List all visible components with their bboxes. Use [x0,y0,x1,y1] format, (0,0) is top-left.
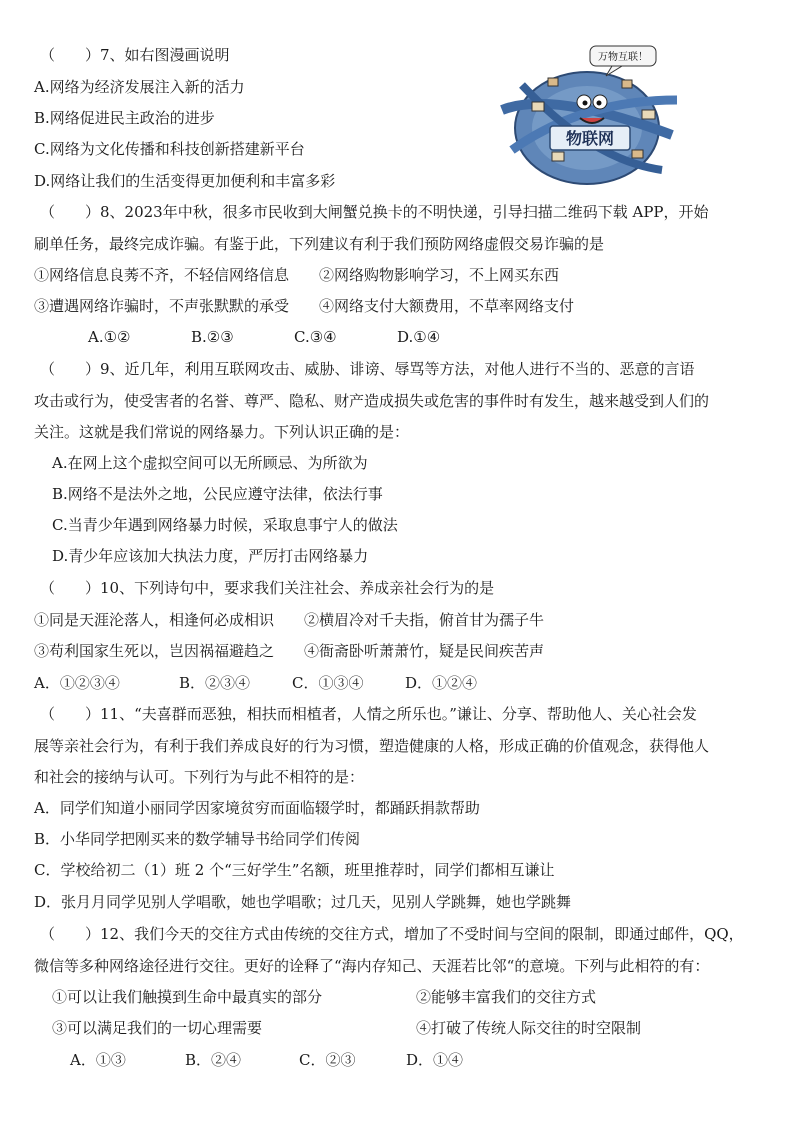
internet-of-things-cartoon [492,40,692,188]
question-12-item-3: ③可以满足我们的一切心理需要 [52,1019,263,1037]
question-12-stem-line-1: （ ）12、我们今天的交往方式由传统的交往方式，增加了不受时间与空间的限制，即通过邮件，QQ， [40,925,744,943]
question-11-option-d: D．张月月同学见别人学唱歌，她也学唱歌；过几天，见别人学跳舞，她也学跳舞 [34,893,572,911]
question-8-items-line-1: ①网络信息良莠不齐，不轻信网络信息 ②网络购物影响学习，不上网买东西 [34,266,560,284]
question-9-stem-line-2: 攻击或行为，使受害者的名誉、尊严、隐私、财产造成损失或危害的事件时有发生，越来越受到人们的 [34,392,710,410]
cartoon-bubble-text: 万物互联！ [598,52,648,63]
question-7-option-d: D.网络让我们的生活变得更加便利和丰富多彩 [34,172,336,190]
cartoon-illustration [492,40,692,188]
question-9-option-c: C.当青少年遇到网络暴力时候，采取息事宁人的做法 [52,516,398,534]
question-11-stem-line-2: 展等亲社会行为，有利于我们养成良好的行为习惯，塑造健康的人格，形成正确的价值观念，获得他人 [34,737,710,755]
question-12-item-2: ②能够丰富我们的交往方式 [416,988,597,1006]
question-9-option-a: A.在网上这个虚拟空间可以无所顾忌、为所欲为 [52,454,368,472]
question-12-item-1: ①可以让我们触摸到生命中最真实的部分 [52,988,323,1006]
question-12-choice-d: D．①④ [406,1051,464,1069]
question-12-choice-a: A．①③ [70,1051,126,1069]
question-7-option-b: B.网络促进民主政治的进步 [34,109,215,127]
question-10-items-line-2: ③苟利国家生死以，岂因祸福避趋之 ④衙斋卧听萧萧竹，疑是民间疾苦声 [34,642,545,660]
question-12-choice-c: C．②③ [299,1051,356,1069]
question-7-option-a: A.网络为经济发展注入新的活力 [34,78,245,96]
question-8-choice-d: D.①④ [397,328,441,346]
question-10-items-line-1: ①同是天涯沦落人，相逢何必成相识 ②横眉冷对千夫指，俯首甘为孺子牛 [34,611,545,629]
question-10-stem: （ ）10、下列诗句中，要求我们关注社会、养成亲社会行为的是 [40,579,495,597]
question-9-option-d: D.青少年应该加大执法力度，严厉打击网络暴力 [52,547,369,565]
question-7-option-c: C.网络为文化传播和科技创新搭建新平台 [34,140,305,158]
cartoon-banner-text: 物联网 [565,129,615,148]
question-12-item-4: ④打破了传统人际交往的时空限制 [416,1019,642,1037]
question-8-choices [88,326,440,348]
question-9-stem-line-1: （ ）9、近几年，利用互联网攻击、威胁、诽谤、辱骂等方法，对他人进行不当的、恶意的言语 [40,360,695,378]
question-12-stem-line-2: 微信等多种网络途径进行交往。更好的诠释了“海内存知己、天涯若比邻“的意境。下列与此相符的有： [34,957,710,975]
question-12-choices [70,1049,463,1071]
question-8-items-line-2: ③遭遇网络诈骗时，不声张默默的承受 ④网络支付大额费用，不草率网络支付 [34,297,575,315]
question-10-choice-b: B．②③④ [179,674,251,692]
question-8-choice-a: A.①② [88,328,131,346]
question-8-stem-line-2: 刷单任务，最终完成诈骗。有鉴于此，下列建议有利于我们预防网络虚假交易诈骗的是 [34,235,605,253]
question-11-option-a: A．同学们知道小丽同学因家境贫穷而面临辍学时，都踊跃捐款帮助 [34,799,480,817]
question-10-choices [34,672,477,694]
question-10-choice-a: A．①②③④ [34,674,120,692]
question-8-choice-c: C.③④ [294,328,337,346]
question-11-option-c: C．学校给初二（1）班 2 个“三好学生”名额，班里推荐时，同学们都相互谦让 [34,861,555,879]
question-11-stem-line-3: 和社会的接纳与认可。下列行为与此不相符的是： [34,768,365,786]
question-10-choice-d: D．①②④ [405,674,478,692]
question-9-stem-line-3: 关注。这就是我们常说的网络暴力。下列认识正确的是： [34,423,410,441]
question-10-choice-c: C．①③④ [292,674,364,692]
question-11-stem-line-1: （ ）11、“夫喜群而恶独，相扶而相植者，人情之所乐也。”谦让、分享、帮助他人、关心社会发 [40,705,697,723]
question-8-choice-b: B.②③ [191,328,234,346]
question-8-stem-line-1: （ ）8、2023年中秋，很多市民收到大闸蟹兑换卡的不明快递，引导扫描二维码下载 APP，开始 [40,203,709,221]
question-11-option-b: B．小华同学把刚买来的数学辅导书给同学们传阅 [34,830,361,848]
question-9-option-b: B.网络不是法外之地，公民应遵守法律，依法行事 [52,485,383,503]
question-7-stem: （ ）7、如右图漫画说明 [40,46,230,64]
question-12-choice-b: B．②④ [185,1051,242,1069]
